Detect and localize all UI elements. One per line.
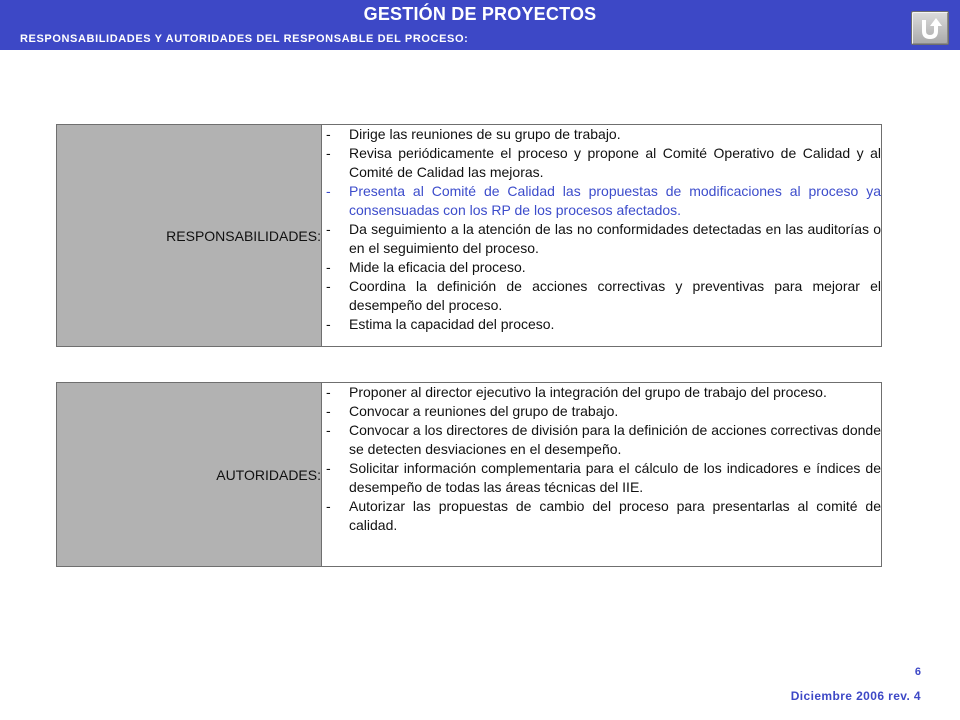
authorities-content bbox=[322, 383, 882, 567]
list-item: - Proponer al director ejecutivo la integración del grupo de trabajo del proceso. bbox=[326, 384, 827, 400]
back-button[interactable] bbox=[911, 11, 949, 45]
u-turn-back-arrow-icon bbox=[917, 16, 943, 40]
list-item: - Autorizar las propuestas de cambio del proceso para presentarlas al comité de calidad. bbox=[326, 498, 881, 533]
page-number: 6 bbox=[914, 666, 921, 678]
responsibilities-label: RESPONSABILIDADES: bbox=[57, 125, 322, 347]
page-subtitle: RESPONSABILIDADES Y AUTORIDADES DEL RESPONSABLE DEL PROCESO: bbox=[20, 33, 469, 45]
authorities-table bbox=[56, 382, 882, 567]
authorities-label: AUTORIDADES: bbox=[57, 383, 322, 567]
list-item: - Coordina la definición de acciones correctivas y preventivas para mejorar el desempeño del proceso. bbox=[326, 278, 881, 313]
responsibilities-table bbox=[56, 124, 882, 347]
list-item: - Mide la eficacia del proceso. bbox=[326, 259, 526, 275]
list-item: - Convocar a reuniones del grupo de trabajo. bbox=[326, 403, 619, 419]
list-item: - Da seguimiento a la atención de las no conformidades detectadas en las auditorías o en el seguimiento del proceso. bbox=[326, 221, 881, 256]
responsibilities-content bbox=[322, 125, 882, 347]
list-item: - Dirige las reuniones de su grupo de trabajo. bbox=[326, 126, 621, 142]
footer-date: Diciembre 2006 rev. 4 bbox=[790, 689, 921, 703]
list-item: - Revisa periódicamente el proceso y propone al Comité Operativo de Calidad y al Comité de Calidad las mejoras. bbox=[326, 145, 881, 180]
list-item: - Convocar a los directores de división para la definición de acciones correctivas donde se detecten desviaciones en el desempeño. bbox=[326, 422, 881, 457]
page-title: GESTIÓN DE PROYECTOS bbox=[363, 4, 597, 24]
list-item-highlighted: - Presenta al Comité de Calidad las propuestas de modificaciones al proceso ya consensuadas con los RP de los procesos afectados. bbox=[326, 183, 881, 218]
list-item: - Estima la capacidad del proceso. bbox=[326, 316, 555, 332]
header-bar bbox=[0, 0, 960, 50]
list-item: - Solicitar información complementaria para el cálculo de los indicadores e índices de desempeño de todas las áreas técnicas del IIE. bbox=[326, 460, 881, 495]
